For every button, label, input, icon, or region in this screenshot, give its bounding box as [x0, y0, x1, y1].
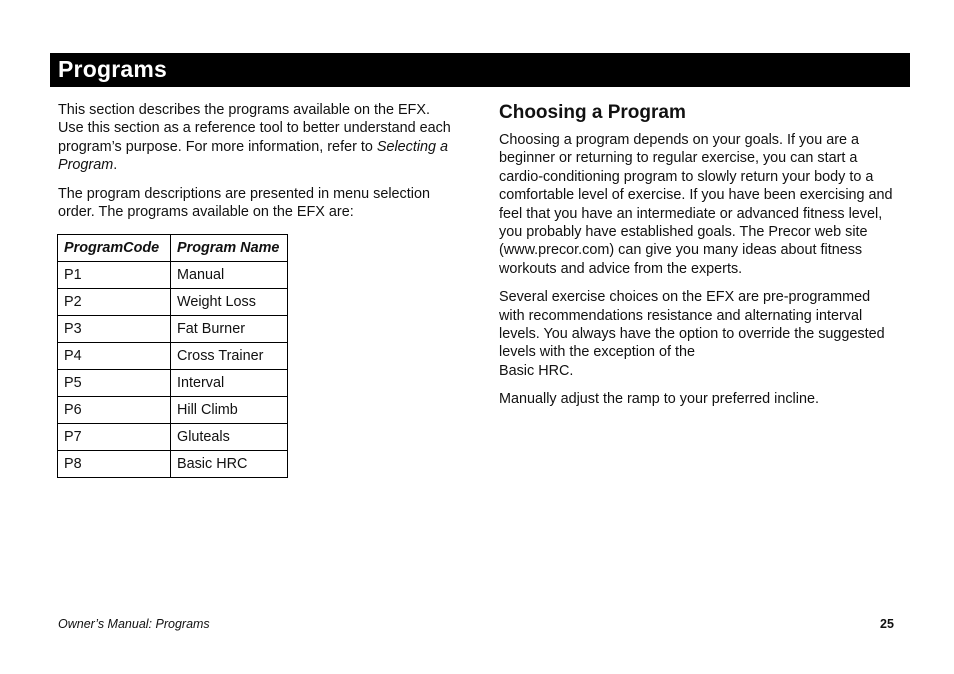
table-row: [58, 343, 288, 370]
program-code-cell: P1: [58, 262, 171, 289]
right-column: [499, 101, 899, 409]
intro-text: This section describes the programs available on the EFX. Use this section as a reference tool to better understand each program’s purpose. For more information, refer to: [58, 102, 451, 155]
header-program-code: ProgramCode: [58, 235, 171, 262]
program-code-cell: P6: [58, 397, 171, 424]
program-name-cell: Weight Loss: [171, 289, 288, 316]
table-row: [58, 262, 288, 289]
header-program-name: Program Name: [171, 235, 288, 262]
program-name-cell: Hill Climb: [171, 397, 288, 424]
intro-end: .: [113, 157, 118, 174]
page-title: Programs: [58, 56, 167, 82]
intro-paragraph: [58, 101, 458, 175]
title-bar: [50, 53, 910, 87]
program-name-cell: Fat Burner: [171, 316, 288, 343]
table-row: [58, 289, 288, 316]
program-code-cell: P3: [58, 316, 171, 343]
table-header-row: [58, 235, 288, 262]
table-row: [58, 451, 288, 478]
table-row: [58, 370, 288, 397]
table-row: [58, 424, 288, 451]
table-row: [58, 397, 288, 424]
program-name-cell: Manual: [171, 262, 288, 289]
selecting-program-reference: Selecting a Program: [58, 138, 449, 174]
left-column: [58, 101, 458, 221]
program-code-cell: P2: [58, 289, 171, 316]
preprogrammed-text: Several exercise choices on the EFX are pre-programmed with recommendations resistance and alternating interval levels. You always have the option to override the suggested levels with the exception of the: [499, 289, 885, 361]
footer-manual-title: Owner’s Manual: Programs: [58, 617, 210, 631]
order-paragraph: The program descriptions are presented in menu selection order. The programs available on the EFX are:: [58, 185, 430, 221]
preprogrammed-paragraph: [499, 288, 899, 380]
ramp-paragraph: Manually adjust the ramp to your preferred incline.: [499, 391, 819, 408]
program-name-cell: Gluteals: [171, 424, 288, 451]
page-number: 25: [880, 617, 894, 631]
section-heading: Choosing a Program: [499, 102, 686, 123]
program-code-cell: P8: [58, 451, 171, 478]
program-name-cell: Basic HRC: [171, 451, 288, 478]
basic-hrc-text: Basic HRC.: [499, 362, 574, 379]
program-name-cell: Cross Trainer: [171, 343, 288, 370]
program-code-cell: P7: [58, 424, 171, 451]
program-code-cell: P4: [58, 343, 171, 370]
choosing-paragraph: Choosing a program depends on your goals. If you are a beginner or returning to regular exercise, you can start a cardio-conditioning program to slowly return your body to a comfortable level of exercise. If you have been exercising and feel that you have an intermediate or advanced fitness level, you probably have established goals. The Precor web site (www.precor.com) can give you many ideas about fitness workouts and advice from the experts.: [499, 132, 893, 277]
table-row: [58, 316, 288, 343]
program-code-cell: P5: [58, 370, 171, 397]
programs-table: [57, 234, 288, 478]
program-name-cell: Interval: [171, 370, 288, 397]
